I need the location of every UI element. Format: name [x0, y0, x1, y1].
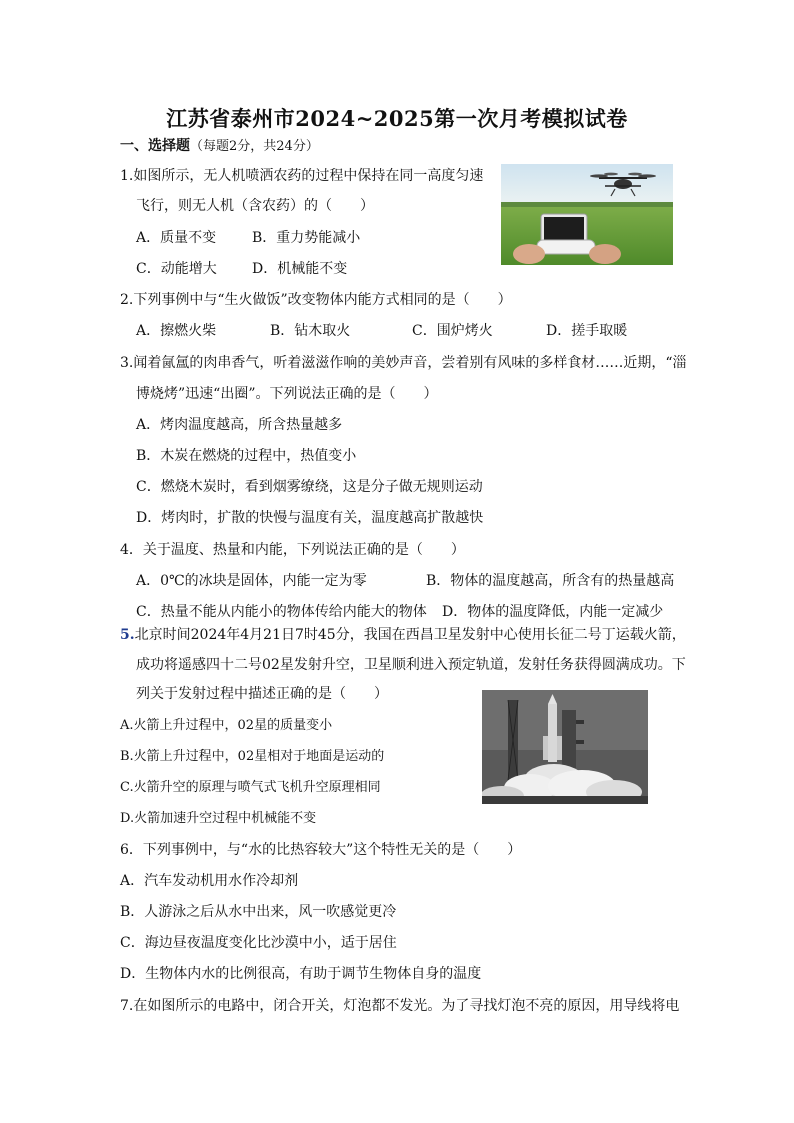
q3-option-a: A．烤肉温度越高，所含热量越多 [136, 417, 343, 433]
q5-stem-line2: 成功将遥感四十二号02星发射升空，卫星顺利进入预定轨道，发射任务获得圆满成功。下 [136, 657, 686, 673]
q5-stem-line3: 列关于发射过程中描述正确的是（ ） [136, 686, 388, 702]
q6-option-b: B．人游泳之后从水中出来，风一吹感觉更冷 [120, 904, 397, 920]
page-title: 江苏省泰州市2024~2025第一次月考模拟试卷 [166, 106, 628, 131]
q2-option-a: A．擦燃火柴 [136, 323, 217, 339]
q5-option-a: A.火箭上升过程中，02星的质量变小 [120, 718, 333, 733]
q1-option-c: C．动能增大 [136, 261, 217, 277]
section-heading [120, 136, 319, 157]
q3-option-c: C．燃烧木炭时，看到烟雾缭绕，这是分子做无规则运动 [136, 479, 483, 495]
q5-option-c: C.火箭升空的原理与喷气式飞机升空原理相同 [120, 780, 381, 795]
q1-stem-line2: 飞行，则无人机（含农药）的（ ） [136, 198, 374, 214]
q5-option-b: B.火箭上升过程中，02星相对于地面是运动的 [120, 749, 385, 764]
q1-option-d: D．机械能不变 [252, 261, 348, 277]
q4-option-c: C．热量不能从内能小的物体传给内能大的物体 [136, 604, 427, 620]
q2-option-d: D．搓手取暖 [546, 323, 628, 339]
q3-stem-line2: 博烧烤”迅速“出圈”。下列说法正确的是（ ） [136, 386, 438, 402]
q3-option-b: B．木炭在燃烧的过程中，热值变小 [136, 448, 357, 464]
q6-option-d: D．生物体内水的比例很高，有助于调节生物体自身的温度 [120, 966, 482, 982]
drone-photo [501, 164, 673, 265]
q2-option-c: C．围炉烤火 [412, 323, 493, 339]
q4-option-d: D．物体的温度降低，内能一定减少 [442, 604, 664, 620]
q4-option-a: A．0℃的冰块是固体，内能一定为零 [136, 573, 367, 589]
q5-number: 5. [120, 627, 135, 643]
q6-option-c: C．海边昼夜温度变化比沙漠中小，适于居住 [120, 935, 397, 951]
section-heading-label: 一、选择题 [120, 138, 190, 154]
q6-option-a: A．汽车发动机用水作冷却剂 [120, 873, 299, 889]
q4-stem: 4．关于温度、热量和内能，下列说法正确的是（ ） [120, 542, 465, 558]
rocket-launch-photo [482, 690, 648, 804]
q5-option-d: D.火箭加速升空过程中机械能不变 [120, 811, 317, 826]
q2-stem: 2.下列事例中与“生火做饭”改变物体内能方式相同的是（ ） [120, 292, 512, 308]
q3-option-d: D．烤肉时，扩散的快慢与温度有关，温度越高扩散越快 [136, 510, 484, 526]
q5-stem-line1-text: 北京时间2024年4月21日7时45分，我国在西昌卫星发射中心使用长征二号丁运载火箭， [134, 627, 686, 643]
q6-stem: 6．下列事例中，与“水的比热容较大”这个特性无关的是（ ） [120, 842, 522, 858]
q1-option-b: B．重力势能减小 [252, 230, 361, 246]
section-heading-note: （每题2分，共24分） [190, 139, 319, 154]
q1-option-a: A．质量不变 [136, 230, 217, 246]
q4-option-b: B．物体的温度越高，所含有的热量越高 [426, 573, 675, 589]
q7-stem-line1: 7.在如图所示的电路中，闭合开关，灯泡都不发光。为了寻找灯泡不亮的原因，用导线将电 [120, 998, 680, 1014]
q2-option-b: B．钻木取火 [270, 323, 351, 339]
q3-stem-line1: 3.闻着氤氲的肉串香气，听着滋滋作响的美妙声音，尝着别有风味的多样食材……近期，“淄 [120, 355, 687, 371]
q1-stem-line1: 1.如图所示，无人机喷洒农药的过程中保持在同一高度匀速 [120, 168, 484, 184]
q5-stem-line1 [120, 625, 686, 645]
